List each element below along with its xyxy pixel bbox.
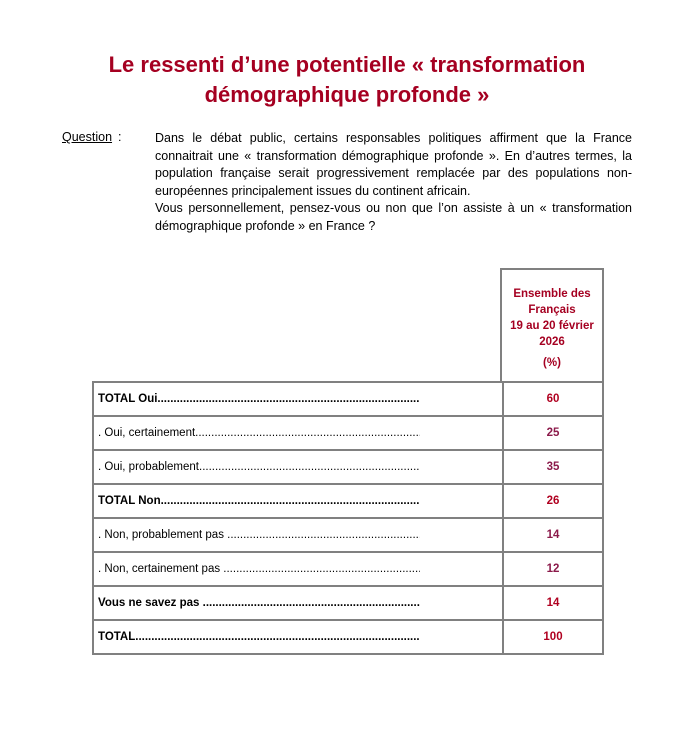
row-value: 26	[503, 484, 603, 518]
table-row	[93, 620, 603, 654]
question-text	[155, 130, 632, 235]
row-label-cell	[93, 586, 503, 620]
dot-leader	[203, 597, 420, 609]
row-label-text: . Oui, probablement	[98, 461, 200, 473]
header-line-3: 19 au 20 février	[510, 320, 594, 332]
row-label-cell	[93, 484, 503, 518]
dot-leader	[161, 495, 420, 507]
header-line-2: Français	[528, 304, 576, 316]
table-row	[93, 450, 603, 484]
row-label-text: . Non, probablement pas	[98, 529, 228, 541]
page-title	[0, 50, 690, 110]
header-unit: (%)	[543, 357, 561, 369]
row-label	[98, 495, 420, 507]
dot-leader	[199, 461, 420, 473]
table-row	[93, 416, 603, 450]
column-header	[500, 268, 604, 383]
row-value: 35	[503, 450, 603, 484]
row-value: 14	[503, 586, 603, 620]
row-value: 12	[503, 552, 603, 586]
row-label-text: . Non, certainement pas	[98, 563, 224, 575]
row-label-text: TOTAL Non	[98, 495, 161, 507]
title-line-2: démographique profonde »	[204, 82, 490, 107]
title-line-1: Le ressenti d’une potentielle « transformation	[108, 52, 586, 77]
table-row	[93, 484, 603, 518]
row-label	[98, 427, 420, 439]
row-label	[98, 461, 420, 473]
row-label-cell	[93, 552, 503, 586]
dot-leader	[227, 529, 420, 541]
row-label-text: TOTAL Oui	[98, 393, 158, 405]
table-row	[93, 586, 603, 620]
header-line-1: Ensemble des	[513, 288, 591, 300]
table-row	[93, 382, 603, 416]
row-value: 25	[503, 416, 603, 450]
row-label-cell	[93, 382, 503, 416]
dot-leader	[195, 427, 420, 439]
table-row	[93, 518, 603, 552]
row-label-cell	[93, 450, 503, 484]
results-table	[92, 381, 604, 655]
row-label-cell	[93, 620, 503, 654]
row-label-cell	[93, 416, 503, 450]
question-paragraph-1: Dans le débat public, certains responsables politiques affirment que la France connaitrait une « transformation démographique profonde ». En d’autres termes, la population française serait progressivement remplacée par des populations non-européennes principalement issues du continent africain.	[155, 131, 632, 198]
row-label-text: TOTAL	[98, 631, 136, 643]
row-label	[98, 631, 420, 643]
question-colon: :	[118, 130, 122, 144]
row-label-text: Vous ne savez pas	[98, 597, 203, 609]
row-value: 14	[503, 518, 603, 552]
row-label	[98, 529, 420, 541]
row-label-text: . Oui, certainement	[98, 427, 196, 439]
row-label-cell	[93, 518, 503, 552]
header-line-4: 2026	[539, 336, 565, 348]
dot-leader	[223, 563, 420, 575]
dot-leader	[135, 631, 420, 643]
question-label: Question	[62, 130, 113, 144]
question-paragraph-2: Vous personnellement, pensez-vous ou non que l’on assiste à un « transformation démographique profonde » en France ?	[155, 201, 632, 233]
row-value: 60	[503, 382, 603, 416]
row-label	[98, 597, 420, 609]
row-value: 100	[503, 620, 603, 654]
row-label	[98, 393, 420, 405]
row-label	[98, 563, 420, 575]
table-row	[93, 552, 603, 586]
dot-leader	[157, 393, 420, 405]
